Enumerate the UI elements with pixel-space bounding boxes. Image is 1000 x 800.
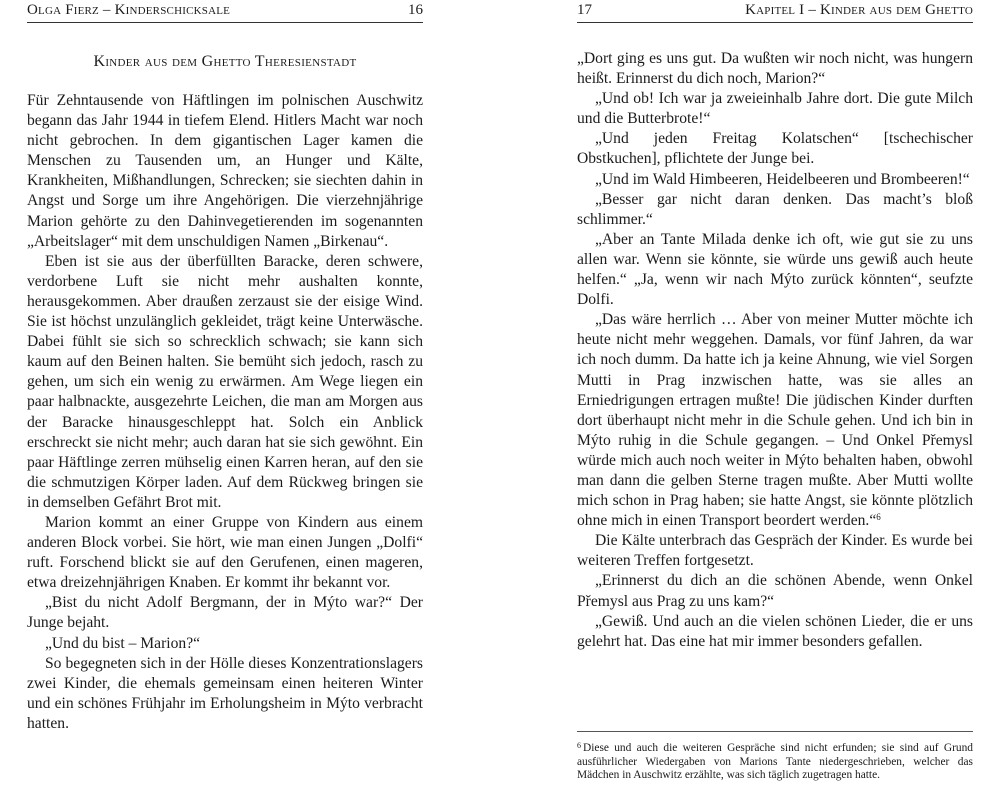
- paragraph: Für Zehntausende von Häftlingen im polnischen Auschwitz begann das Jahr 1944 in tiefem Elend. Hitlers Macht war noch nicht gebrochen. In dem gigantischen Lager kamen die Menschen zu Tausenden um, an Hunger und Kälte, Krankheiten, Mißhandlungen, Schrecken; sie siechten dahin in Angst und Sorge um ihre Angehörigen. Die vierzehnjährige Marion gehörte zu den Dahinvegetierenden im sogenannten „Arbeitslager“ mit dem unschuldigen Namen „Birkenau“.: [27, 92, 423, 250]
- running-head-chapter: Kapitel I – Kinder aus dem Ghetto: [745, 2, 973, 18]
- paragraph: „Und jeden Freitag Kolatschen“ [tschechischer Obstkuchen], pflichtete der Junge bei.: [577, 130, 973, 168]
- footnote-reference: 6: [876, 512, 881, 523]
- paragraph: Die Kälte unterbrach das Gespräch der Kinder. Es wurde bei weiteren Treffen fortgesetzt.: [577, 532, 973, 570]
- paragraph: „Und du bist – Marion?“: [45, 634, 201, 652]
- paragraph: So begegneten sich in der Hölle dieses Konzentrationslagers zwei Kinder, die ehemals gemeinsam einen heiteren Winter und ein schönes Frühjahr im Erholungsheim in Mýto verbracht hatten.: [27, 654, 423, 732]
- paragraph: „Und im Wald Himbeeren, Heidelbeeren und Brombeeren!“: [595, 170, 970, 188]
- footnote: [577, 739, 973, 783]
- running-header-left: [27, 0, 423, 23]
- paragraph: „Aber an Tante Milada denke ich oft, wie gut sie zu uns allen war. Wenn sie könnte, sie würde uns gewiß auch heute helfen.“ „Ja, wenn wir nach Mýto zurück könnten“, seufzte Dolfi.: [577, 230, 973, 309]
- paragraph: Eben ist sie aus der überfüllten Baracke, deren schwere, verdorbene Luft sie nicht mehr aushalten konnte, herausgekommen. Aber draußen zerzaust sie der eisige Wind. Sie ist höchst unzulänglich gekleidet, trägt keine Unterwäsche. Dabei fühlt sie sich so schrecklich schwach; sie kann sich kaum auf den Beinen halten. Sie bemüht sich jedoch, rasch zu gehen, um sich ein wenig zu erwärmen. Am Wege liegen ein paar halbnackte, ausgezehrte Leichen, die man am Morgen aus der Baracke hinausgeschleppt hat. Solch ein Anblick erschreckt sie nicht mehr; auch daran hat sie sich gewöhnt. Ein paar Häftlinge zerren mühselig einen Karren heran, auf den sie die schmutzigen Körper laden. Auf dem Rückweg bringen sie in demselben Gefährt Brot mit.: [27, 252, 423, 511]
- right-page-body: [577, 49, 973, 652]
- paragraph: „Und ob! Ich war ja zweieinhalb Jahre dort. Die gute Milch und die Butterbrote!“: [577, 90, 973, 128]
- left-page-body: [27, 91, 423, 734]
- paragraph: Marion kommt an einer Gruppe von Kindern aus einem anderen Block vorbei. Sie hört, wie man einen Jungen „Dolfi“ ruft. Forschend blickt sie auf den Gerufenen, einen mageren, etwa dreizehnjährigen Knaben. Er kommt ihr bekannt vor.: [27, 513, 423, 592]
- footnote-divider: [577, 731, 973, 732]
- right-page: [577, 0, 973, 800]
- paragraph: „Bist du nicht Adolf Bergmann, der in Mýto war?“ Der Junge bejaht.: [27, 594, 423, 632]
- footnote-number: 6: [577, 741, 581, 750]
- footnote-text: Diese und auch die weiteren Gespräche sind nicht erfunden; sie sind auf Grund ausführlicher Wiedergaben von Marions Tante niedergeschrieben, welcher das Mädchen in Auschwitz erzählte, was sich täglich zugetragen hatte.: [577, 742, 973, 782]
- page-number-right: 17: [577, 2, 592, 18]
- page-number-left: 16: [408, 2, 423, 18]
- paragraph-text: „Das wäre herrlich … Aber von meiner Mutter möchte ich heute nicht mehr weggehen. Damals, vor fünf Jahren, da war ich noch dumm. Da hatte ich ja keine Ahnung, wie viel Sorgen Mutti in Prag inzwischen hatte, was sie alles an Erniedrigungen ertragen mußte! Die jüdischen Kinder durften dort überhaupt nicht mehr in die Schule gehen. Und ich bin in Mýto ruhig in die Schule gegangen. – Und Onkel Přemysl würde mich auch noch weiter in Mýto behalten haben, obwohl man dann die gelben Sterne tragen mußte. Aber Mutti wollte mich schon in Prag haben; sie hatte Angst, sie könnte plötzlich ohne mich in einen Transport beordert werden.“: [577, 311, 973, 530]
- paragraph: „Dort ging es uns gut. Da wußten wir noch nicht, was hungern heißt. Erinnerst du dich noch, Marion?“: [577, 50, 973, 88]
- running-header-right: [577, 0, 973, 23]
- paragraph: „Erinnerst du dich an die schönen Abende, wenn Onkel Přemysl aus Prag zu uns kam?“: [577, 572, 973, 610]
- paragraph: „Gewiß. Und auch an die vielen schönen Lieder, die er uns gelehrt hat. Das eine hat mir immer besonders gefallen.: [577, 612, 973, 650]
- chapter-title: Kinder aus dem Ghetto Theresienstadt: [93, 53, 357, 70]
- paragraph-with-footnote-ref: [577, 310, 973, 531]
- left-page: [27, 0, 423, 800]
- running-head-author-title: Olga Fierz – Kinderschicksale: [27, 2, 231, 18]
- paragraph: „Besser gar nicht daran denken. Das macht’s bloß schlimmer.“: [577, 190, 973, 228]
